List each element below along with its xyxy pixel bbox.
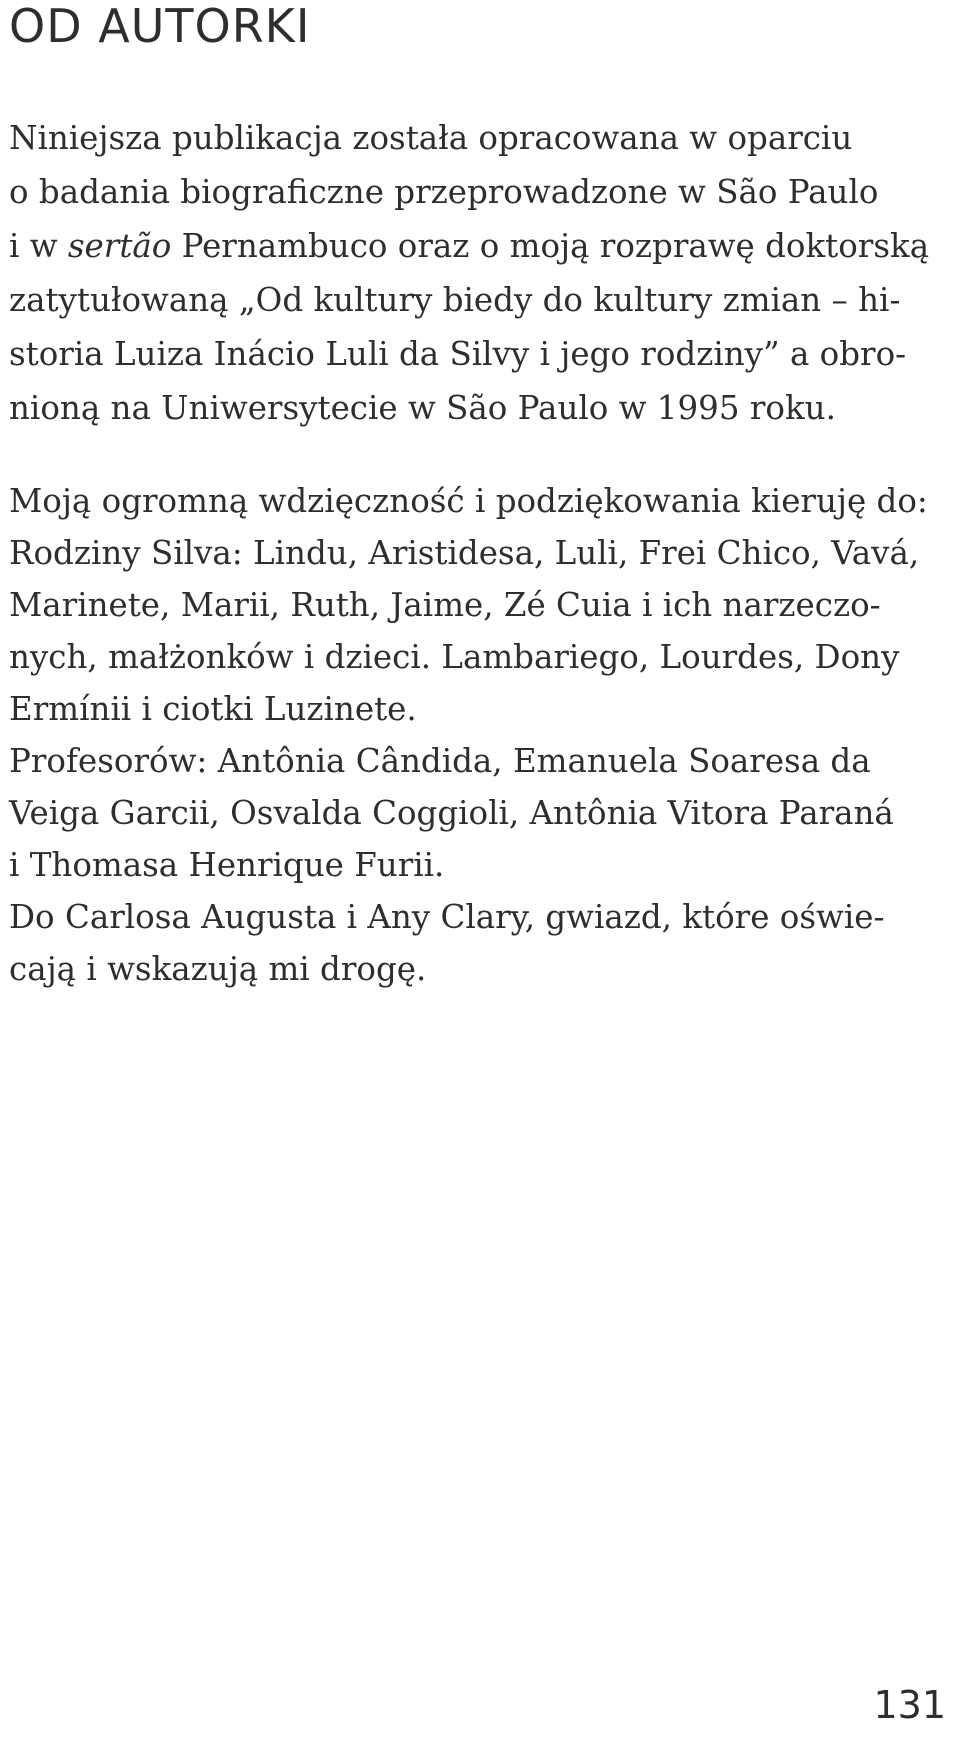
italic-term: sertão xyxy=(67,227,172,265)
text-line: i Thomasa Henrique Furii. xyxy=(9,846,445,884)
text-line: Moją ogromną wdzięczność i podziękowania kieruję do: xyxy=(9,482,928,520)
paragraph-intro xyxy=(9,111,954,435)
text-line-mixed xyxy=(9,219,954,273)
text-line: Rodziny Silva: Lindu, Aristidesa, Luli, Frei Chico, Vavá, xyxy=(9,534,920,572)
text-segment: i w xyxy=(9,227,68,265)
text-line: Marinete, Marii, Ruth, Jaime, Zé Cuia i ich narzeczo- xyxy=(9,586,881,624)
text-line: nych, małżonków i dzieci. Lambariego, Lourdes, Dony xyxy=(9,638,900,676)
paragraph-acknowledgements xyxy=(9,475,954,995)
text-line: Ermínii i ciotki Luzinete. xyxy=(9,690,417,728)
text-line: Do Carlosa Augusta i Any Clary, gwiazd, które oświe- xyxy=(9,898,885,936)
page-title: OD AUTORKI xyxy=(9,0,311,53)
text-line: Veiga Garcii, Osvalda Coggioli, Antônia Vitora Paraná xyxy=(9,794,894,832)
page-number: 131 xyxy=(873,1683,946,1727)
text-segment: Pernambuco oraz o moją rozprawę doktorską xyxy=(171,227,930,265)
text-line: storia Luiza Inácio Luli da Silvy i jego rodziny” a obro- xyxy=(9,335,907,373)
text-segment: o badania biograficzne przeprowadzone w São Paulo xyxy=(9,173,879,211)
text-line xyxy=(9,165,954,219)
text-line: Profesorów: Antônia Cândida, Emanuela Soaresa da xyxy=(9,742,871,780)
text-line: cają i wskazują mi drogę. xyxy=(9,950,427,988)
text-line: nioną na Uniwersytecie w São Paulo w 1995 roku. xyxy=(9,389,836,427)
text-line: Niniejsza publikacja została opracowana w oparciu xyxy=(9,119,853,157)
text-line: zatytułowaną „Od kultury biedy do kultury zmian – hi- xyxy=(9,281,901,319)
